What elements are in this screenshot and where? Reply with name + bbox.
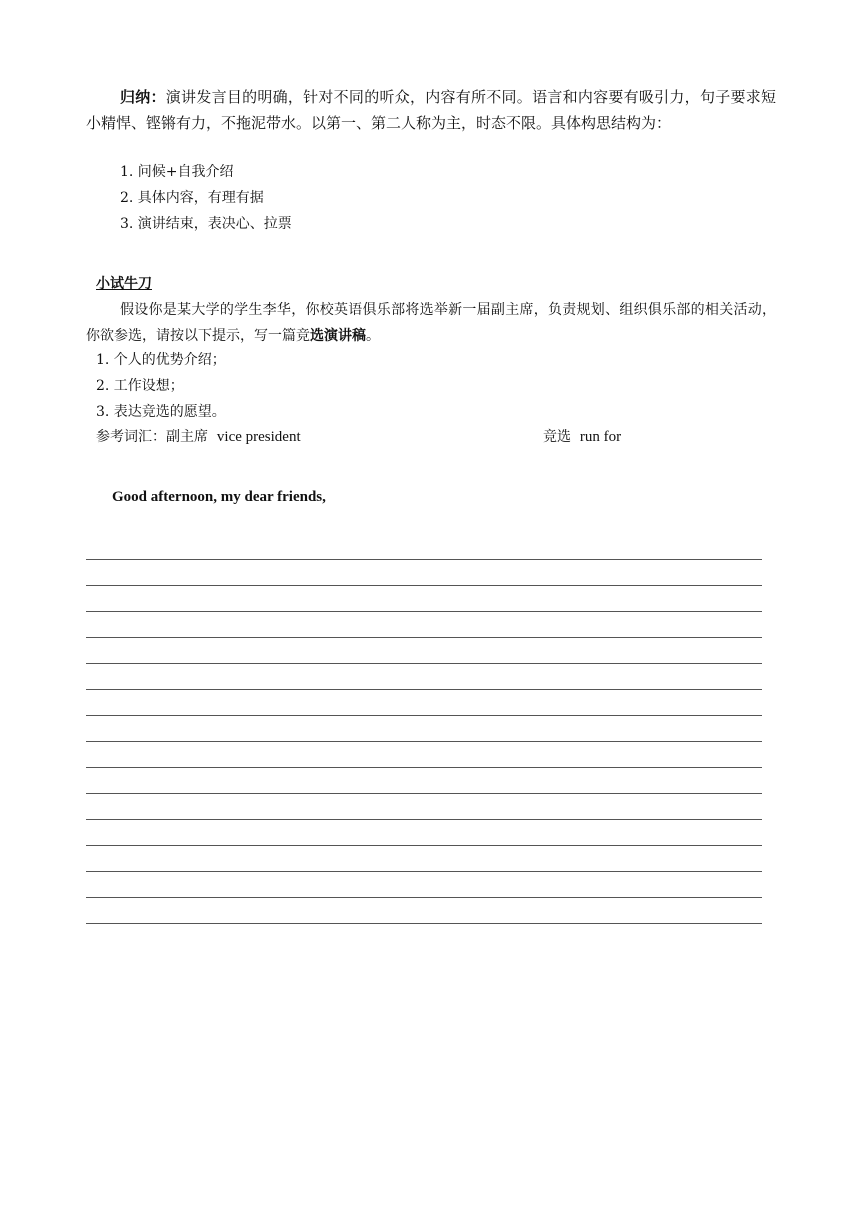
answer-line[interactable] <box>86 923 762 924</box>
task-end: 。 <box>366 328 380 344</box>
answer-line[interactable] <box>86 819 762 820</box>
answer-line[interactable] <box>86 767 762 768</box>
tip-item: 1. 个人的优势介绍； <box>96 352 226 368</box>
vocab-item-run-for <box>543 426 621 446</box>
answer-line[interactable] <box>86 585 762 586</box>
task-bold-text: 选演讲稿 <box>310 328 366 344</box>
vocab-label: 参考词汇：副主席 <box>96 429 208 445</box>
summary-paragraph <box>86 84 776 136</box>
answer-line[interactable] <box>86 871 762 872</box>
answer-line[interactable] <box>86 741 762 742</box>
tip-item: 2. 工作设想； <box>96 378 184 394</box>
task-text: 假设你是某大学的学生李华，你校英语俱乐部将选举新一届副主席，负责规划、组织俱乐部的相关活动，你欲参选，请按以下提示，写一篇竞 <box>86 302 776 344</box>
answer-line[interactable] <box>86 845 762 846</box>
answer-line[interactable] <box>86 897 762 898</box>
tip-item: 3. 表达竞选的愿望。 <box>96 404 226 420</box>
answer-line[interactable] <box>86 559 762 560</box>
answer-line[interactable] <box>86 715 762 716</box>
summary-label: 归纳： <box>120 88 166 106</box>
step-item: 2. 具体内容，有理有据 <box>120 190 264 206</box>
answer-lines <box>86 559 762 949</box>
section-title: 小试牛刀 <box>96 276 152 292</box>
vocab-item-vice-president <box>96 426 301 446</box>
summary-text: 演讲发言目的明确，针对不同的听众，内容有所不同。语言和内容要有吸引力，句子要求短小精悍、铿锵有力，不拖泥带水。以第一、第二人称为主，时态不限。具体构思结构为： <box>86 88 776 132</box>
vocab-english: vice president <box>216 429 301 445</box>
step-item: 3. 演讲结束，表决心、拉票 <box>120 216 292 232</box>
structure-steps <box>120 159 292 237</box>
answer-line[interactable] <box>86 689 762 690</box>
answer-line[interactable] <box>86 637 762 638</box>
answer-line[interactable] <box>86 611 762 612</box>
task-paragraph <box>86 297 776 349</box>
tips-list <box>96 347 226 425</box>
answer-line[interactable] <box>86 663 762 664</box>
vocab-chinese: 竞选 <box>543 429 571 445</box>
answer-line[interactable] <box>86 793 762 794</box>
vocab-english: run for <box>579 429 622 445</box>
step-item: 1. 问候+自我介绍 <box>120 164 234 180</box>
letter-greeting: Good afternoon, my dear friends, <box>112 489 326 505</box>
